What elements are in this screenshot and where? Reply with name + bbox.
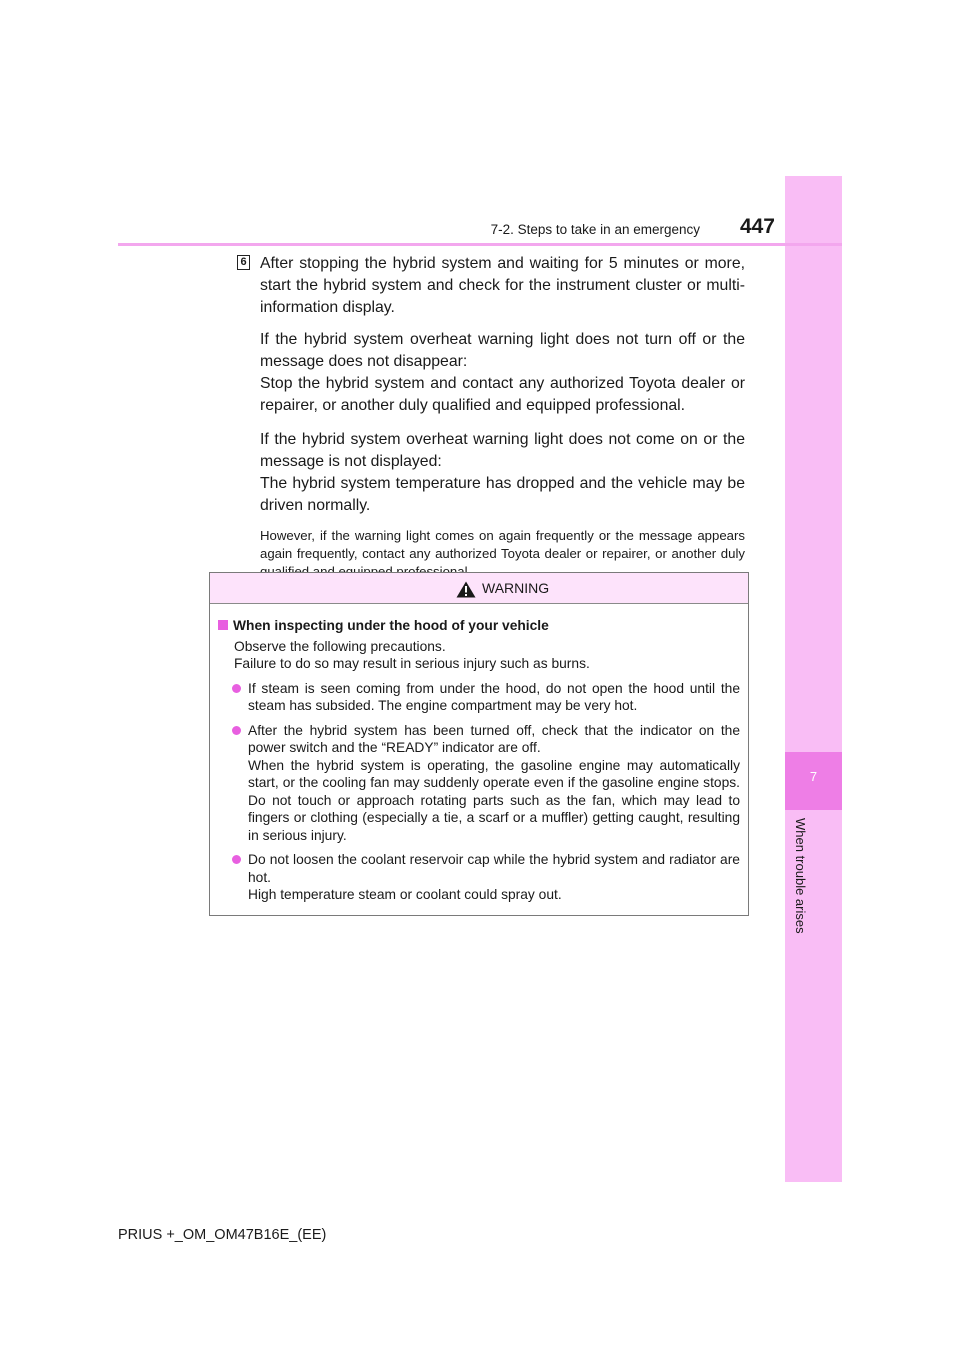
bullet-dot-icon <box>232 684 241 693</box>
page-number: 447 <box>739 215 775 238</box>
warning-item <box>218 722 740 845</box>
step-number-badge: 6 <box>237 255 250 270</box>
step-note: However, if the warning light comes on again frequently or the message appears again frequently, contact any authorized Toyota dealer or repairer, or another duly <box>260 528 745 561</box>
warning-item-text: If steam is seen coming from under the hood, do not open the hood until the steam has subsided. The engine compartment may be very hot. <box>248 680 740 713</box>
warning-item-line: When the hybrid system is operating, the gasoline engine may automatically start, or the cooling fan may suddenly operate even if the gasoline engine stops. Do not touch or approach rotating parts such as the fan, which may lead to fingers or clothing (especially a tie, a scarf or a muffler) getting caught, resulting in serious injury. <box>248 757 740 843</box>
condition-text: If the hybrid system overheat warning light does not turn off or the message does not disappear: <box>260 331 745 370</box>
warning-header <box>210 573 748 604</box>
warning-item-text <box>248 851 740 904</box>
result-text: The hybrid system temperature has dropped and the vehicle may be driven normally. <box>260 475 745 514</box>
condition-text: If the hybrid system overheat warning light does not come on or the message is not displayed: <box>260 431 745 470</box>
step-content <box>260 253 745 591</box>
warning-item <box>218 851 740 904</box>
warning-item-line: After the hybrid system has been turned off, check that the indicator on the power switch and the “READY” indicator are off. <box>248 722 740 755</box>
warning-item <box>218 680 740 715</box>
warning-title: WARNING <box>482 580 550 596</box>
chapter-side-tab <box>785 176 842 1182</box>
warning-heading <box>218 617 740 635</box>
bullet-dot-icon <box>232 726 241 735</box>
warning-item-text <box>248 722 740 845</box>
warning-item-line: Do not loosen the coolant reservoir cap while the hybrid system and radiator are hot. <box>248 852 740 885</box>
warning-intro-line: Failure to do so may result in serious injury such as burns. <box>234 656 590 671</box>
warning-item-line: High temperature steam or coolant could spray out. <box>248 887 562 902</box>
warning-intro <box>218 638 740 673</box>
chapter-number: 7 <box>809 769 818 784</box>
warning-body <box>210 604 748 904</box>
warning-heading-text: When inspecting under the hood of your vehicle <box>233 618 549 633</box>
warning-triangle-icon <box>456 581 476 598</box>
step-paragraph: After stopping the hybrid system and waiting for 5 minutes or more, start the hybrid system and check for the instrument cluster or multi-information display. <box>260 255 745 316</box>
header-divider <box>118 243 842 246</box>
action-text: Stop the hybrid system and contact any authorized Toyota dealer or repairer, or another duly qualified and equipped professional. <box>260 375 745 414</box>
step-paragraph <box>260 329 745 417</box>
square-bullet-icon <box>218 620 228 630</box>
chapter-title: When trouble arises <box>793 818 808 934</box>
step-paragraph <box>260 429 745 517</box>
warning-box <box>209 572 749 916</box>
warning-intro-line: Observe the following precautions. <box>234 638 446 654</box>
document-code: PRIUS +_OM_OM47B16E_(EE) <box>118 1227 327 1243</box>
bullet-dot-icon <box>232 855 241 864</box>
section-title: 7-2. Steps to take in an emergency <box>490 222 700 237</box>
